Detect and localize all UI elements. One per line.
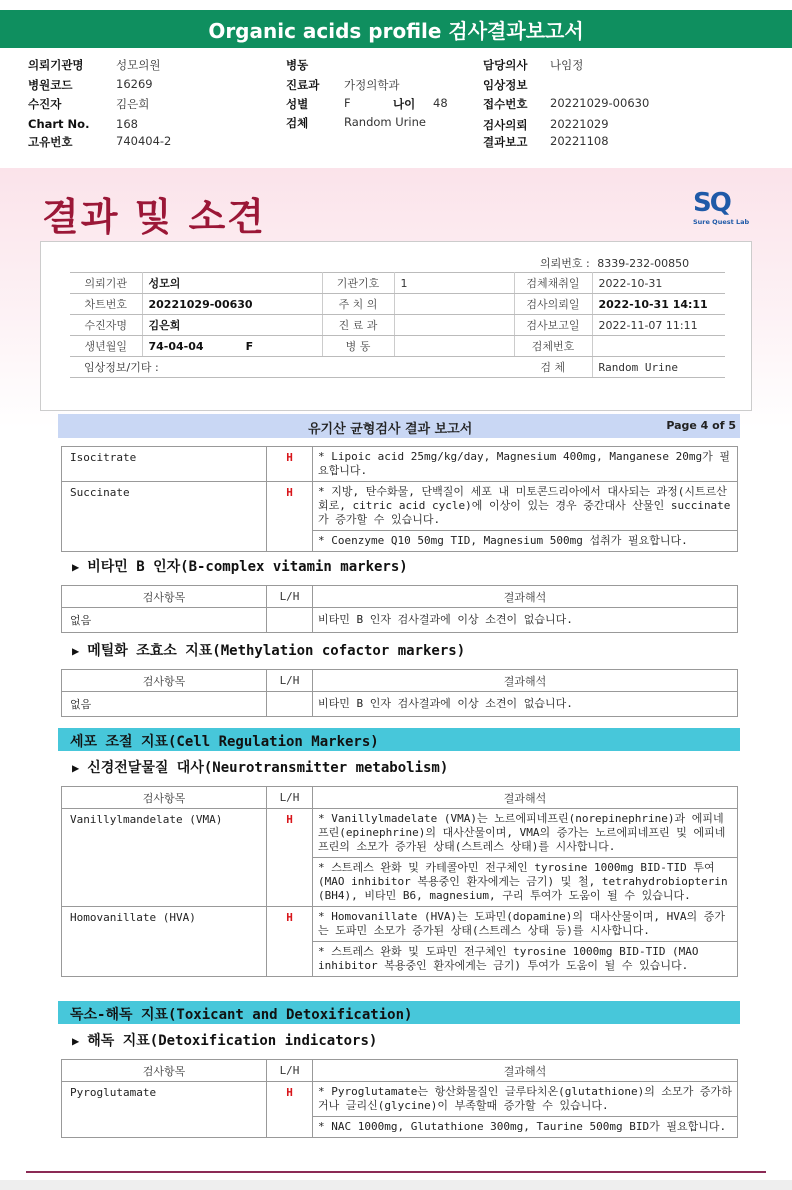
- summary-value: 20221029-00630: [142, 294, 322, 315]
- summary-key: 생년월일: [70, 336, 142, 357]
- summary-value: 2022-10-31: [592, 273, 725, 294]
- summary-row: [70, 336, 725, 357]
- summary-value: [394, 336, 514, 357]
- flag-cell: [267, 692, 313, 717]
- request-number: [540, 255, 689, 271]
- result-text: * NAC 1000mg, Glutathione 300mg, Taurine 500mg BID가 필요합니다.: [313, 1117, 738, 1138]
- lab-logo-mark: SQ: [693, 188, 730, 218]
- triangle-bullet-icon: ▶: [72, 761, 80, 775]
- toxicant-bar: 독소-해독 지표(Toxicant and Detoxification): [58, 1001, 740, 1024]
- report-date-label: 결과보고: [483, 135, 528, 149]
- col-item-header: 검사항목: [62, 1060, 267, 1082]
- table-row: [62, 608, 738, 633]
- methylation-heading: ▶ 메틸화 조효소 지표(Methylation cofactor markers): [72, 643, 466, 659]
- table-row: [62, 692, 738, 717]
- table-row: [62, 907, 738, 942]
- chart-value: 168: [116, 117, 138, 131]
- hcode-value: 16269: [116, 77, 153, 91]
- flag-high: H: [267, 447, 313, 482]
- top-result-table: [61, 446, 738, 552]
- request-number-label: 의뢰번호 :: [540, 257, 590, 270]
- summary-row: [70, 294, 725, 315]
- hcode-label: 병원코드: [28, 78, 73, 92]
- result-text: * Vanillylmadelate (VMA)는 노르에피네프린(norepinephrine)과 에피네프린(epinephrine)의 대사산물이며, VMA의 증가는 노르에피네프린 및 에피네프린의 소모가 증가된 상태(스트레스 상태)를 시사합니다.: [313, 809, 738, 858]
- vitamin-b-heading: ▶ 비타민 B 인자(B-complex vitamin markers): [72, 559, 408, 575]
- item-name: 없음: [62, 692, 267, 717]
- triangle-bullet-icon: ▶: [72, 560, 80, 574]
- item-name: Pyroglutamate: [62, 1082, 267, 1138]
- detox-table: [61, 1059, 738, 1138]
- result-text: * Lipoic acid 25mg/kg/day, Magnesium 400mg, Manganese 20mg가 필요합니다.: [313, 447, 738, 482]
- chart-label: Chart No.: [28, 117, 90, 131]
- summary-key: 검사보고일: [514, 315, 592, 336]
- summary-value: 김은희: [142, 315, 322, 336]
- sex-value: F: [344, 96, 351, 110]
- summary-value: 성모의: [142, 273, 322, 294]
- result-text: * Homovanillate (HVA)는 도파민(dopamine)의 대사산물이며, HVA의 증가는 도파민 소모가 증가된 상태(스트레스 상태 등)를 시사합니다.: [313, 907, 738, 942]
- table-row: [62, 447, 738, 482]
- triangle-bullet-icon: ▶: [72, 644, 80, 658]
- age-value: 48: [433, 96, 448, 110]
- summary-row: [70, 315, 725, 336]
- doctor-value: 나임정: [550, 58, 584, 72]
- ward-label: 병동: [286, 58, 309, 72]
- request-number-value: 8339-232-00850: [597, 257, 690, 270]
- report-title: 유기산 균형검사 결과 보고서: [308, 422, 473, 437]
- item-name: Succinate: [62, 482, 267, 552]
- patient-info-block: [28, 55, 768, 155]
- doctor-label: 담당의사: [483, 58, 528, 72]
- result-text: 비타민 B 인자 검사결과에 이상 소견이 없습니다.: [313, 692, 738, 717]
- summary-row: [70, 357, 725, 378]
- col-item-header: 검사항목: [62, 787, 267, 809]
- summary-key: 검체번호: [514, 336, 592, 357]
- specimen-label: 검체: [286, 116, 309, 130]
- table-row: [62, 809, 738, 858]
- result-text: * Coenzyme Q10 50mg TID, Magnesium 500mg 섭취가 필요합니다.: [313, 531, 738, 552]
- cell-regulation-bar: 세포 조절 지표(Cell Regulation Markers): [58, 728, 740, 751]
- col-lh-header: L/H: [267, 1060, 313, 1082]
- clinical-info: 임상정보/기타 :: [70, 357, 514, 378]
- col-result-header: 결과해석: [313, 1060, 738, 1082]
- patient-value: 김은희: [116, 97, 150, 111]
- dept-value: 가정의학과: [344, 78, 400, 92]
- summary-key: 의뢰기관: [70, 273, 142, 294]
- flag-high: H: [267, 907, 313, 977]
- request-value: 20221029: [550, 117, 609, 131]
- receipt-value: 20221029-00630: [550, 96, 650, 110]
- summary-value: 2022-11-07 11:11: [592, 315, 725, 336]
- footer-divider: [26, 1171, 766, 1173]
- result-text: * Pyroglutamate는 항산화물질인 글루타치온(glutathione)의 소모가 증가하거나 글리신(glycine)이 부족할때 증가할 수 있습니다.: [313, 1082, 738, 1117]
- summary-key: 검체채취일: [514, 273, 592, 294]
- report-title-bar: [58, 414, 740, 438]
- request-label: 검사의뢰: [483, 118, 528, 132]
- summary-key: 기관기호: [322, 273, 394, 294]
- sex-label: 성별: [286, 97, 309, 111]
- summary-value: 74-04-04 F: [142, 336, 322, 357]
- summary-value: [592, 336, 725, 357]
- age-label: 나이: [393, 97, 416, 111]
- hospital-label: 의뢰기관명: [28, 58, 84, 72]
- result-text: 비타민 B 인자 검사결과에 이상 소견이 없습니다.: [313, 608, 738, 633]
- dept-label: 진료과: [286, 78, 320, 92]
- table-row: [62, 482, 738, 531]
- item-name: Homovanillate (HVA): [62, 907, 267, 977]
- receipt-label: 접수번호: [483, 97, 528, 111]
- table-row: [62, 1082, 738, 1117]
- col-item-header: 검사항목: [62, 586, 267, 608]
- flag-high: H: [267, 1082, 313, 1138]
- result-text: * 스트레스 완화 및 카테콜아민 전구체인 tyrosine 1000mg BID-TID 투여(MAO inhibitor 복용중인 환자에게는 금기) 및 철, tetrahydrobiopterin (BH4), 비타민 B6, magnesium, 구리 투여가 도움이 될 수 있습니다.: [313, 858, 738, 907]
- result-text: * 지방, 탄수화물, 단백질이 세포 내 미토콘드리아에서 대사되는 과정(시트르산 회로, citric acid cycle)에 이상이 있는 경우 중간대사 산물인 succinate가 증가할 수 있습니다.: [313, 482, 738, 531]
- clinical-label: 임상정보: [483, 78, 528, 92]
- report-header-title: Organic acids profile 검사결과보고서: [208, 18, 584, 43]
- hospital-value: 성모의원: [116, 58, 161, 72]
- summary-value: [394, 294, 514, 315]
- lab-logo: [693, 188, 757, 232]
- flag-high: H: [267, 482, 313, 552]
- uid-label: 고유번호: [28, 135, 73, 149]
- summary-key: 주 치 의: [322, 294, 394, 315]
- triangle-bullet-icon: ▶: [72, 1034, 80, 1048]
- summary-key: 검 체: [514, 357, 592, 378]
- footer-strip: [0, 1180, 792, 1190]
- summary-specimen: Random Urine: [592, 357, 725, 378]
- neurotransmitter-heading: ▶ 신경전달물질 대사(Neurotransmitter metabolism): [72, 760, 449, 776]
- col-result-header: 결과해석: [313, 787, 738, 809]
- result-text: * 스트레스 완화 및 도파민 전구체인 tyrosine 1000mg BID-TID (MAO inhibitor 복용중인 환자에게는 금기) 투여가 도움이 될 수 있습니다.: [313, 942, 738, 977]
- summary-row: [70, 273, 725, 294]
- col-lh-header: L/H: [267, 586, 313, 608]
- summary-key: 차트번호: [70, 294, 142, 315]
- item-name: Isocitrate: [62, 447, 267, 482]
- page-indicator: Page 4 of 5: [666, 419, 736, 432]
- item-name: 없음: [62, 608, 267, 633]
- vitamin-b-table: [61, 585, 738, 633]
- summary-key: 병 동: [322, 336, 394, 357]
- report-header-bar: [0, 10, 792, 48]
- neurotransmitter-table: [61, 786, 738, 977]
- col-lh-header: L/H: [267, 670, 313, 692]
- summary-table: [70, 272, 725, 378]
- summary-key: 검사의뢰일: [514, 294, 592, 315]
- summary-title: 결과 및 소견: [42, 194, 266, 239]
- uid-value: 740404-2: [116, 134, 172, 148]
- col-result-header: 결과해석: [313, 670, 738, 692]
- summary-value: [394, 315, 514, 336]
- col-item-header: 검사항목: [62, 670, 267, 692]
- detox-heading: ▶ 해독 지표(Detoxification indicators): [72, 1033, 378, 1049]
- summary-value: 2022-10-31 14:11: [592, 294, 725, 315]
- patient-label: 수진자: [28, 97, 62, 111]
- flag-cell: [267, 608, 313, 633]
- col-result-header: 결과해석: [313, 586, 738, 608]
- lab-logo-text: Sure Quest Lab: [693, 218, 750, 226]
- item-name: Vanillylmandelate (VMA): [62, 809, 267, 907]
- col-lh-header: L/H: [267, 787, 313, 809]
- flag-high: H: [267, 809, 313, 907]
- report-date-value: 20221108: [550, 134, 609, 148]
- methylation-table: [61, 669, 738, 717]
- summary-key: 수진자명: [70, 315, 142, 336]
- summary-value: 1: [394, 273, 514, 294]
- summary-key: 진 료 과: [322, 315, 394, 336]
- specimen-value: Random Urine: [344, 115, 426, 129]
